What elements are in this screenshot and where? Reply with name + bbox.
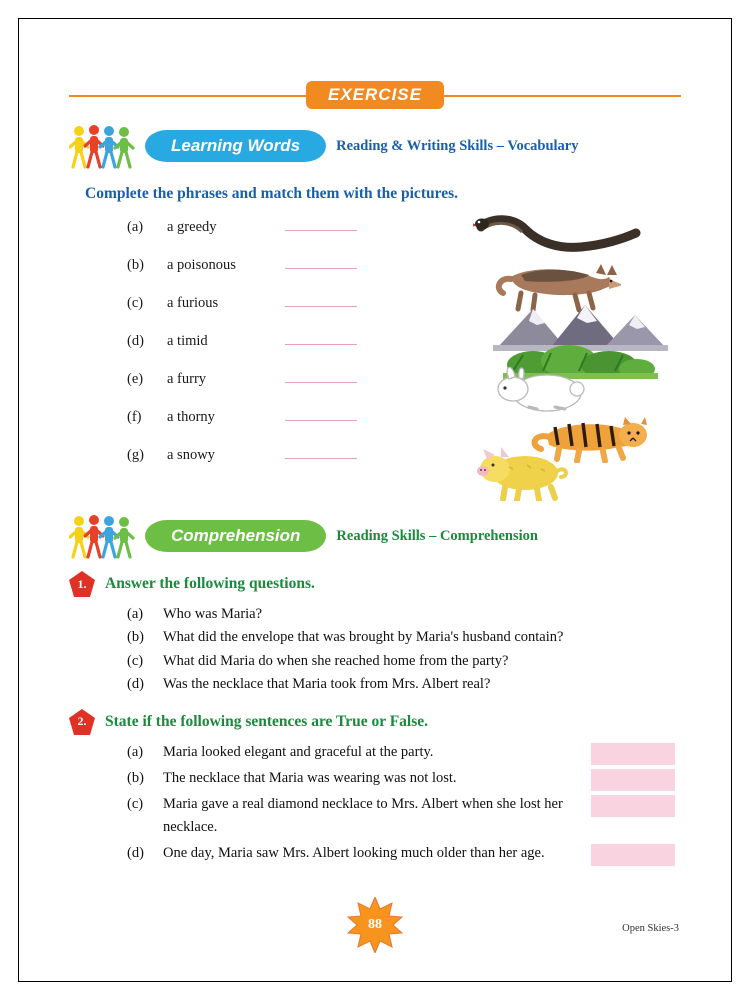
question-2-instruction: State if the following sentences are True or False. — [105, 712, 429, 730]
phrase-label: (d) — [127, 333, 144, 349]
question-item — [127, 626, 681, 649]
phrase-list — [127, 219, 357, 485]
phrase-match-area — [69, 213, 681, 503]
phrase-answer-blank[interactable] — [285, 409, 357, 421]
worksheet-page — [18, 18, 732, 982]
question-item — [127, 603, 681, 626]
phrase-row — [127, 295, 357, 333]
comprehension-skill-label: Reading Skills – Comprehension — [336, 527, 538, 544]
phrase-label: (c) — [127, 295, 144, 311]
true-false-answer-box[interactable] — [591, 795, 675, 817]
question-text: Was the necklace that Maria took from Mrs. Albert real? — [163, 676, 491, 693]
true-false-text: Maria gave a real diamond necklace to Mrs. Albert when she lost her necklace. — [163, 795, 563, 836]
true-false-item — [127, 793, 681, 840]
phrase-row — [127, 257, 357, 295]
phrase-label: (g) — [127, 447, 144, 463]
true-false-label: (c) — [127, 795, 144, 812]
question-label: (c) — [127, 652, 144, 669]
phrase-row — [127, 333, 357, 371]
vocab-skill-label: Reading & Writing Skills – Vocabulary — [336, 137, 579, 154]
true-false-label: (b) — [127, 769, 144, 786]
phrase-text: a snowy — [167, 447, 215, 463]
learning-words-heading — [69, 123, 681, 169]
people-group-icon — [69, 513, 135, 559]
true-false-answer-box[interactable] — [591, 743, 675, 765]
question-1-instruction: Answer the following questions. — [105, 575, 315, 592]
true-false-text: The necklace that Maria was wearing was not lost. — [163, 769, 457, 786]
phrase-label: (f) — [127, 409, 142, 425]
phrase-text: a timid — [167, 333, 208, 349]
page-number: 88 — [368, 917, 382, 932]
phrase-row — [127, 447, 357, 485]
phrase-row — [127, 371, 357, 409]
question-1-list — [127, 603, 681, 697]
true-false-item — [127, 741, 681, 765]
number-badge-2 — [69, 709, 95, 735]
phrase-answer-blank[interactable] — [285, 257, 357, 269]
phrase-answer-blank[interactable] — [285, 371, 357, 383]
phrase-text: a thorny — [167, 409, 215, 425]
comprehension-label: Comprehension — [145, 520, 326, 552]
true-false-answer-box[interactable] — [591, 769, 675, 791]
phrase-text: a greedy — [167, 219, 217, 235]
phrase-row — [127, 219, 357, 257]
question-item — [127, 673, 681, 696]
book-reference: Open Skies-3 — [622, 923, 679, 934]
phrase-label: (a) — [127, 219, 144, 235]
phrase-answer-blank[interactable] — [285, 447, 357, 459]
people-group-icon — [69, 123, 135, 169]
phrase-answer-blank[interactable] — [285, 333, 357, 345]
true-false-answer-box[interactable] — [591, 844, 675, 866]
question-text: Who was Maria? — [163, 606, 263, 622]
phrase-label: (e) — [127, 371, 144, 387]
true-false-text: Maria looked elegant and graceful at the party. — [163, 743, 434, 760]
phrase-answer-blank[interactable] — [285, 219, 357, 231]
question-label: (b) — [127, 629, 144, 646]
true-false-item — [127, 767, 681, 791]
phrase-label: (b) — [127, 257, 144, 273]
true-false-label: (a) — [127, 743, 144, 760]
phrase-text: a furious — [167, 295, 219, 311]
question-item — [127, 650, 681, 673]
question-text: What did the envelope that was brought by Maria's husband contain? — [163, 629, 564, 646]
page-footer — [19, 897, 731, 957]
pig-illustration — [471, 445, 581, 501]
phrase-row — [127, 409, 357, 447]
question-1-heading — [69, 571, 681, 597]
question-2-heading — [69, 709, 681, 735]
vocab-instruction: Complete the phrases and match them with the pictures. — [85, 185, 458, 202]
page-number-star — [347, 897, 403, 953]
page-content — [19, 19, 731, 981]
number-badge-1 — [69, 571, 95, 597]
number-badge-1-text: 1. — [77, 576, 87, 591]
question-label: (a) — [127, 606, 144, 622]
phrase-text: a furry — [167, 371, 207, 387]
phrase-text: a poisonous — [167, 257, 236, 273]
phrase-answer-blank[interactable] — [285, 295, 357, 307]
question-text: What did Maria do when she reached home from the party? — [163, 652, 509, 669]
learning-words-label: Learning Words — [145, 130, 326, 162]
true-false-item — [127, 842, 681, 866]
number-badge-2-text: 2. — [77, 714, 87, 729]
exercise-title: EXERCISE — [306, 81, 444, 109]
question-2-list — [127, 741, 681, 866]
picture-column — [463, 213, 673, 503]
exercise-header — [69, 79, 681, 113]
question-label: (d) — [127, 676, 144, 693]
true-false-label: (d) — [127, 844, 144, 861]
true-false-text: One day, Maria saw Mrs. Albert looking much older than her age. — [163, 844, 545, 861]
comprehension-heading — [69, 513, 681, 559]
